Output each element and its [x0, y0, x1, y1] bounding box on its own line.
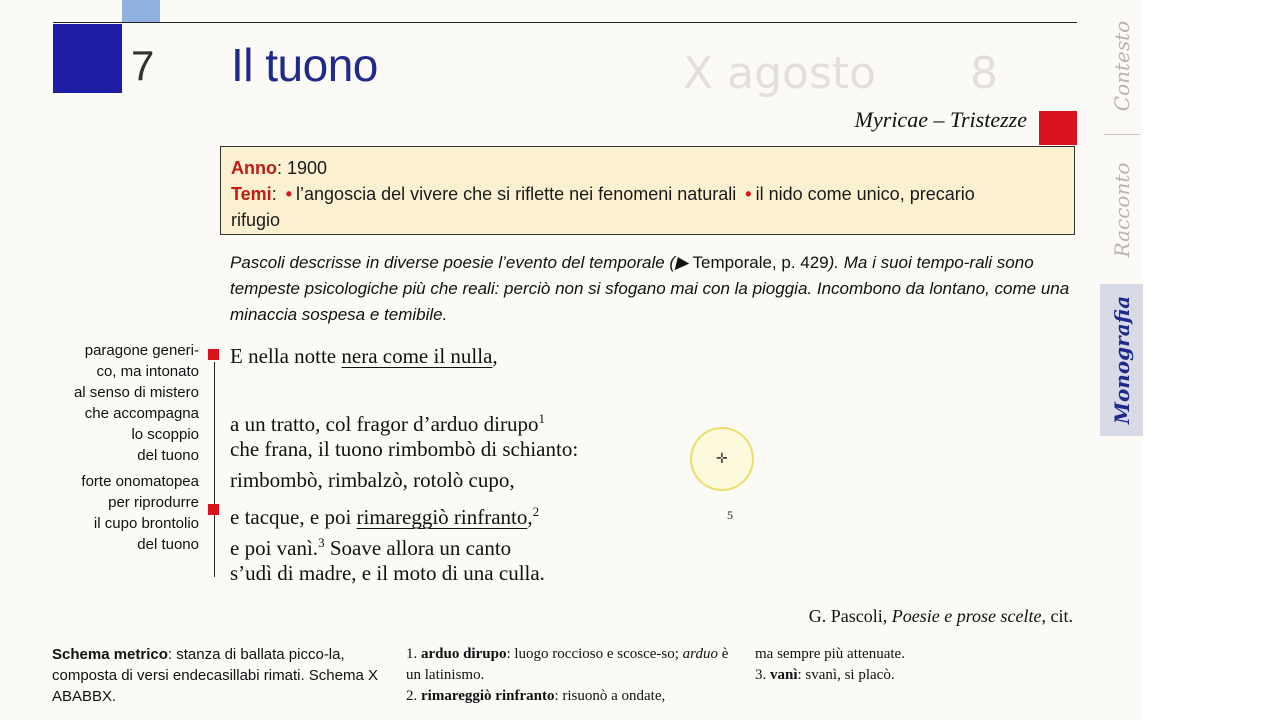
poem-title: Il tuono — [231, 39, 378, 91]
poem-line — [230, 434, 578, 465]
source-collection: Myricae – Tristezze — [854, 107, 1027, 132]
verse-text: E nella notte — [230, 344, 342, 368]
footnotes-col-2 — [755, 644, 1055, 686]
verse-text: e tacque, e poi — [230, 505, 357, 529]
verse-text: , — [527, 505, 533, 529]
tab-divider — [1104, 134, 1140, 135]
gloss-simile — [40, 340, 199, 466]
intro-text-1: Pascoli descrisse in diverse poesie l’evento del temporale ( — [230, 253, 676, 272]
intro-paragraph — [230, 250, 1078, 328]
gloss-line: del tuono — [137, 447, 199, 464]
intro-text-2: ). Ma i suoi tempo-rali sono tempeste psicologiche più che reali: perciò non si sfogano mai con la pioggia. Incombono da lontano, come una minaccia sospesa e temibile. — [230, 253, 1070, 324]
footnote-3 — [755, 665, 1055, 686]
footnote-2 — [406, 686, 736, 707]
poem-line — [230, 465, 578, 496]
gloss-line: al senso di mistero — [73, 384, 199, 401]
metric-scheme-text: : stanza di ballata picco-la, composta di versi endecasillabi rimati. Schema X ABABBX. — [52, 646, 378, 705]
gloss-line: co, ma intonato — [96, 363, 199, 380]
tema-2-cont: rifugio — [231, 210, 281, 230]
footnote-term: vanì — [770, 667, 798, 683]
tab-monografia[interactable] — [1100, 284, 1143, 436]
verse-text: rimbombò, rimbalzò, rotolò cupo, — [230, 468, 515, 492]
citation — [809, 606, 1073, 627]
gloss-line: per riprodurre — [108, 494, 199, 511]
footnote-ref[interactable]: 3 — [318, 535, 325, 550]
gloss-onomatopoeia — [40, 471, 199, 555]
poem-line — [230, 341, 578, 372]
verse-text: e poi vanì. — [230, 536, 319, 560]
citation-author: G. Pascoli, — [808, 606, 892, 626]
verse-text: Soave allora un canto — [324, 536, 512, 560]
source-marker — [1039, 111, 1077, 145]
tab-contesto[interactable] — [1100, 0, 1143, 132]
gloss-line: del tuono — [137, 536, 199, 553]
bullet-icon: • — [285, 184, 293, 204]
citation-work: Poesie e prose scelte — [891, 606, 1042, 626]
underlined-verse: nera come il nulla — [341, 344, 493, 368]
line-number: 5 — [727, 508, 733, 522]
info-box — [220, 146, 1075, 235]
footnote-term: arduo dirupo — [421, 646, 507, 662]
temi-sep: : — [271, 184, 277, 204]
gloss-marker — [208, 504, 219, 515]
bleed-through-heading: X agosto — [683, 48, 877, 99]
temi-label: Temi — [231, 184, 272, 204]
poem-line — [230, 403, 578, 434]
underlined-verse: rimareggiò rinfranto — [356, 505, 528, 529]
anno-line — [231, 155, 1064, 181]
footnote-1 — [406, 644, 736, 686]
anno-value: : 1900 — [276, 158, 328, 178]
metric-scheme-label: Schema metrico — [52, 646, 168, 663]
tema-2: il nido come unico, precario — [755, 184, 975, 204]
gloss-line: paragone generi- — [84, 342, 199, 359]
stanza-gap — [230, 372, 578, 403]
footnote-italic: arduo — [682, 646, 718, 662]
poem-line — [230, 527, 578, 558]
tema-1: l’angoscia del vivere che si riflette nei fenomeni naturali — [296, 184, 737, 204]
chapter-block-accent — [122, 0, 160, 22]
poem-line — [230, 558, 578, 589]
background-margin — [1143, 0, 1280, 720]
verse-text: , — [492, 344, 498, 368]
gloss-marker — [208, 349, 219, 360]
footnote-term: rimareggiò rinfranto — [421, 688, 555, 704]
footnote-ref[interactable]: 1 — [538, 411, 545, 426]
gloss-line: forte onomatopea — [81, 473, 199, 490]
footnotes-col-1 — [406, 644, 736, 707]
footnote-text: è un latinismo. — [406, 646, 729, 683]
footnote-text: : luogo roccioso e scosce-so; — [506, 646, 683, 662]
gloss-line: lo scoppio — [131, 426, 199, 443]
footnote-2-cont: ma sempre più attenuate. — [755, 646, 905, 662]
arrow-icon: ▶ — [675, 253, 689, 272]
bleed-through-number: 8 — [970, 48, 998, 99]
footnote-ref[interactable]: 2 — [532, 504, 540, 519]
tab-label: Racconto — [1109, 162, 1134, 258]
top-rule — [53, 22, 1077, 23]
verse-text: a un tratto, col fragor d’arduo dirupo — [230, 412, 539, 436]
temi-line — [231, 181, 1064, 207]
poem-text — [230, 341, 578, 589]
anno-label: Anno — [231, 158, 277, 178]
footnote-number: 2. — [406, 688, 421, 704]
section-tabs — [1100, 0, 1143, 720]
poem-line — [230, 496, 578, 527]
metric-scheme — [52, 644, 392, 707]
chapter-block — [53, 24, 122, 93]
tab-racconto[interactable] — [1100, 140, 1143, 280]
footnote-number: 3. — [755, 667, 770, 683]
footnote-number: 1. — [406, 646, 421, 662]
footnote-text: : svanì, si placò. — [797, 667, 895, 683]
footnote-text: : risuonò a ondate, — [554, 688, 666, 704]
gloss-line: che accompagna — [84, 405, 199, 422]
cross-reference[interactable]: Temporale, p. 429 — [688, 253, 829, 272]
chapter-number: 7 — [131, 42, 155, 89]
bullet-icon: • — [745, 184, 752, 204]
verse-text: che frana, il tuono rimbombò di schianto: — [230, 437, 579, 461]
tab-label: Contesto — [1109, 20, 1134, 112]
citation-rest: , cit. — [1041, 606, 1073, 626]
gloss-line: il cupo brontolio — [93, 515, 199, 532]
verse-text: s’udì di madre, e il moto di una culla. — [230, 561, 545, 585]
gloss-divider — [214, 362, 215, 577]
tab-label: Monografia — [1109, 295, 1134, 425]
cursor-icon: ✛ — [716, 451, 728, 467]
